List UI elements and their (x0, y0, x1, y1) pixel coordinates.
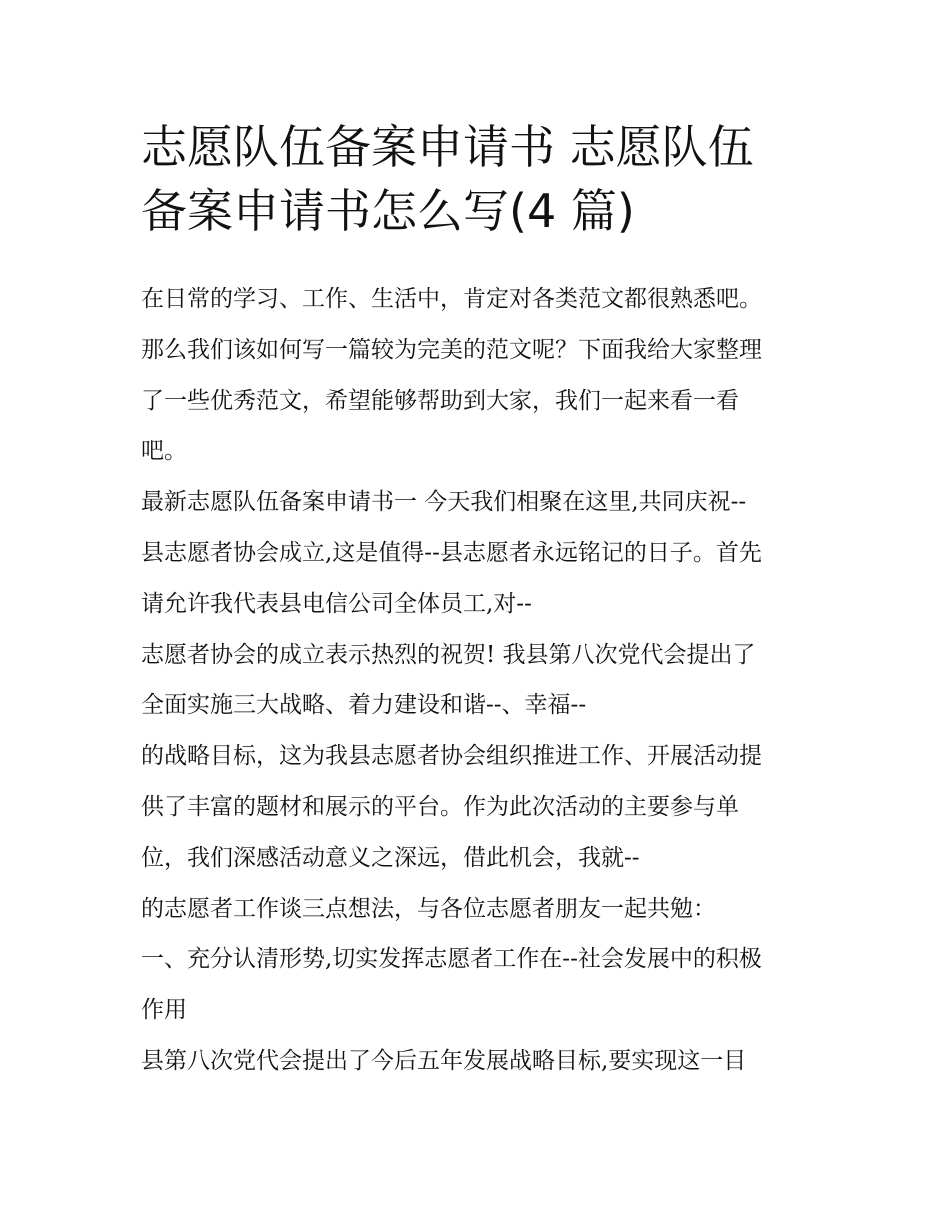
document-body (141, 274, 831, 1087)
body-line: 请允许我代表县电信公司全体员工,对-- (141, 590, 532, 617)
body-line: 的战略目标，这为我县志愿者协会组织推进工作、开展活动提 (141, 743, 762, 770)
body-line: 全面实施三大战略、着力建设和谐--、幸福-- (141, 692, 587, 719)
body-line: 位，我们深感活动意义之深远，借此机会，我就-- (141, 844, 640, 871)
body-line: 供了丰富的题材和展示的平台。作为此次活动的主要参与单 (141, 793, 739, 820)
body-line: 最新志愿队伍备案申请书一 今天我们相聚在这里,共同庆祝-- (141, 489, 747, 516)
body-line: 县第八次党代会提出了今后五年发展战略目标,要实现这一目 (141, 1047, 747, 1074)
body-line: 作用 (141, 997, 187, 1024)
body-line: 那么我们该如何写一篇较为完美的范文呢？下面我给大家整理 (141, 336, 762, 363)
document-title (141, 115, 821, 243)
body-line: 了一些优秀范文，希望能够帮助到大家，我们一起来看一看 (141, 387, 739, 414)
body-line: 一、充分认清形势,切实发挥志愿者工作在--社会发展中的积极 (141, 946, 762, 973)
body-line: 的志愿者工作谈三点想法，与各位志愿者朋友一起共勉： (141, 895, 716, 922)
body-line: 县志愿者协会成立,这是值得--县志愿者永远铭记的日子。首先 (141, 539, 762, 566)
body-line: 吧。 (141, 438, 187, 465)
title-line-2: 备案申请书怎么写(4 篇) (141, 184, 635, 238)
body-line: 在日常的学习、工作、生活中，肯定对各类范文都很熟悉吧。 (141, 286, 762, 312)
title-line-1: 志愿队伍备案申请书 志愿队伍 (141, 120, 754, 174)
body-line: 志愿者协会的成立表示热烈的祝贺! 我县第八次党代会提出了 (141, 641, 756, 668)
